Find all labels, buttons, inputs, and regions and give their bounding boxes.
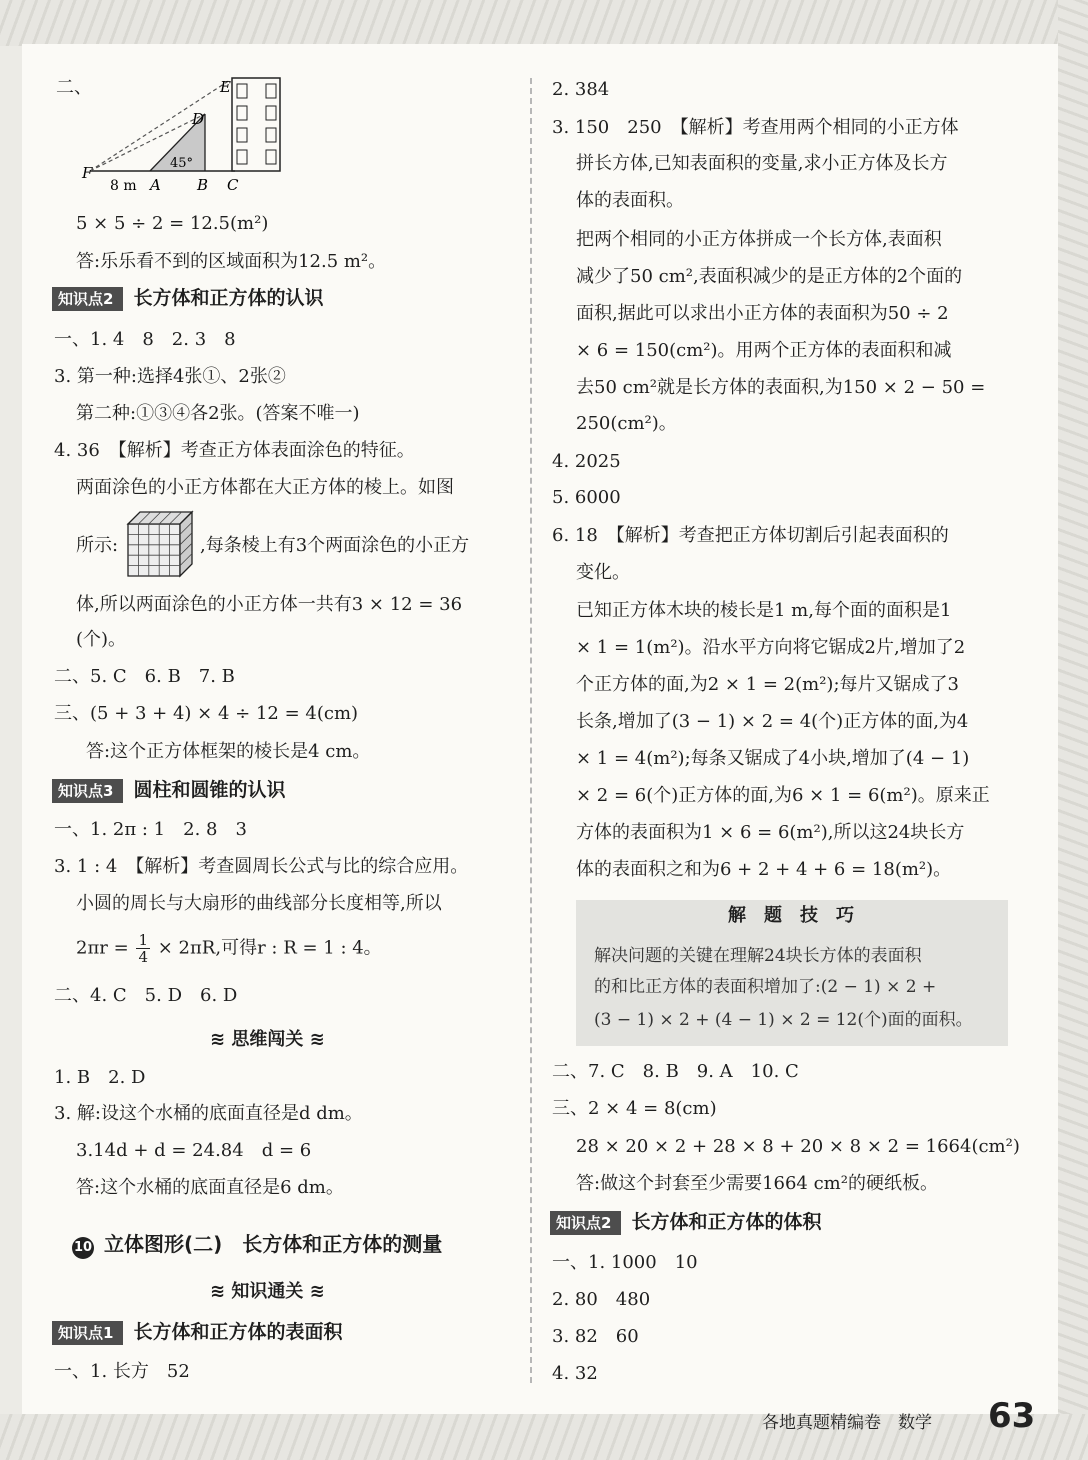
cube-front: [128, 524, 180, 576]
explanation-line: 变化。: [576, 562, 630, 583]
sight-line-fe: [90, 80, 230, 171]
window-icon: [266, 106, 276, 120]
explanation-line: 去50 cm²就是长方体的表面积,为150 × 2 − 50 =: [576, 377, 986, 398]
angle-label: 45°: [170, 156, 194, 171]
section-title: 长方体和正方体的认识: [133, 287, 324, 309]
answer-line: 三、2 × 4 = 8(cm): [552, 1098, 717, 1119]
explanation-line: × 2 = 6(个)正方体的面,为6 × 1 = 6(m²)。原来正: [576, 785, 990, 806]
book-title: 各地真题精编卷 数学: [762, 1413, 932, 1433]
answer-line: 一、1. 2π : 1 2. 8 3: [54, 819, 247, 840]
explanation-line: 方体的表面积为1 × 6 = 6(m²),所以这24块长方: [576, 822, 965, 843]
thinking-heading: ≋ 思维闯关 ≋: [210, 1029, 325, 1050]
explanation-line: × 1 = 1(m²)。沿水平方向将它锯成2片,增加了2: [576, 637, 966, 658]
page-edge-right: [1058, 0, 1088, 1460]
answer-line: 5. 6000: [552, 487, 621, 508]
answer-line: 答:这个正方体框架的棱长是4 cm。: [86, 741, 371, 762]
cube-side: [180, 512, 192, 576]
explanation-line: 把两个相同的小正方体拼成一个长方体,表面积: [576, 229, 942, 250]
section-header-3: [52, 778, 285, 803]
answer-line: 3. 150 250 【解析】考查用两个相同的小正方体: [552, 117, 959, 138]
point-label-d: D: [192, 110, 205, 128]
answer-line: 二、7. C 8. B 9. A 10. C: [552, 1061, 799, 1082]
explanation-line: ,每条棱上有3个两面涂色的小正方: [200, 535, 470, 556]
answer-line: 3. 第一种:选择4张①、2张②: [54, 366, 286, 387]
answer-line: 3. 解:设这个水桶的底面直径是d dm。: [54, 1103, 363, 1124]
answer-line: 二、4. C 5. D 6. D: [54, 985, 238, 1006]
answer-line: 1. B 2. D: [54, 1067, 146, 1088]
answer-line: 3.14d + d = 24.84 d = 6: [76, 1140, 312, 1161]
point-label-e: E: [220, 78, 231, 96]
answer-line: 一、1. 1000 10: [552, 1252, 698, 1273]
explanation-line: × 6 = 150(cm²)。用两个正方体的表面积和减: [576, 340, 952, 361]
answer-line: 答:乐乐看不到的区域面积为12.5 m²。: [76, 251, 387, 272]
answer-line: 一、1. 4 8 2. 3 8: [54, 329, 236, 350]
explanation-line: 长条,增加了(3 − 1) × 2 = 4(个)正方体的面,为4: [576, 711, 969, 732]
explanation-line: 两面涂色的小正方体都在大正方体的棱上。如图: [76, 477, 454, 498]
window-icon: [266, 128, 276, 142]
answer-line: 2. 80 480: [552, 1289, 651, 1310]
answer-line: 4. 36 【解析】考查正方体表面涂色的特征。: [54, 440, 415, 461]
page-edge-top: [0, 0, 1088, 46]
point-label-f: F: [82, 164, 93, 182]
explanation-line: 体的表面积之和为6 + 2 + 4 + 6 = 18(m²)。: [576, 859, 952, 880]
knowledge-tag: 知识点2: [550, 1211, 621, 1235]
column-divider: [530, 78, 532, 1383]
geometry-figure-building: [80, 74, 290, 198]
point-label-b: B: [197, 176, 209, 194]
calc-line: 5 × 5 ÷ 2 = 12.5(m²): [76, 213, 269, 234]
cube-grid-figure: [124, 508, 196, 580]
answer-line: 28 × 20 × 2 + 28 × 8 + 20 × 8 × 2 = 1664(cm²): [576, 1136, 1020, 1157]
knowledge-tag: 知识点3: [52, 779, 123, 803]
window-icon: [237, 128, 247, 142]
answer-line: 答:做这个封套至少需要1664 cm²的硬纸板。: [576, 1173, 938, 1194]
formula-right: × 2πR,可得r : R = 1 : 4。: [157, 937, 382, 959]
fraction-denominator: 4: [138, 948, 148, 966]
building-outline: [232, 78, 280, 171]
answer-line: 一、1. 长方 52: [54, 1361, 190, 1382]
page-number: 63: [988, 1396, 1036, 1436]
answer-line: 2. 384: [552, 79, 610, 100]
answer-line: 3. 82 60: [552, 1326, 639, 1347]
knowledge-heading: ≋ 知识通关 ≋: [210, 1281, 325, 1302]
answer-line: 4. 2025: [552, 451, 621, 472]
section-header-1: [52, 1320, 342, 1345]
answer-line: 4. 32: [552, 1363, 598, 1384]
chapter-title-text: 立体图形(二) 长方体和正方体的测量: [104, 1232, 443, 1256]
section-header-2: [52, 286, 323, 311]
answer-line: 答:这个水桶的底面直径是6 dm。: [76, 1177, 344, 1198]
explanation-line: 拼长方体,已知表面积的变量,求小正方体及长方: [576, 153, 948, 174]
answer-line: 3. 1 : 4 【解析】考查圆周长公式与比的综合应用。: [54, 856, 469, 877]
section-title: 长方体和正方体的表面积: [133, 1321, 343, 1343]
explanation-line: 250(cm²)。: [576, 413, 677, 434]
explanation-line: 所示:: [76, 535, 119, 556]
point-label-c: C: [227, 176, 239, 194]
fraction-numerator: 1: [138, 931, 148, 949]
fraction: [136, 932, 150, 965]
answer-line: 第二种:①③④各2张。(答案不唯一): [76, 403, 360, 424]
explanation-line: × 1 = 4(m²);每条又锯成了4小块,增加了(4 − 1): [576, 748, 970, 769]
section-header-2b: [550, 1210, 821, 1235]
knowledge-tag: 知识点1: [52, 1321, 123, 1345]
window-icon: [237, 106, 247, 120]
section-label-two: 二、: [56, 77, 92, 98]
explanation-line: 体的表面积。: [576, 190, 684, 211]
explanation-line: 个正方体的面,为2 × 1 = 2(m²);每片又锯成了3: [576, 674, 959, 695]
explanation-line: 面积,据此可以求出小正方体的表面积为50 ÷ 2: [576, 303, 949, 324]
formula-left: 2πr =: [76, 937, 129, 959]
explanation-line: 体,所以两面涂色的小正方体一共有3 × 12 = 36: [76, 594, 463, 615]
answer-line: 二、5. C 6. B 7. B: [54, 666, 235, 687]
tip-line: 的和比正方体的表面积增加了:(2 − 1) × 2 +: [594, 977, 937, 997]
window-icon: [266, 150, 276, 164]
formula-line: [76, 932, 382, 965]
chapter-number-badge: 10: [72, 1237, 94, 1259]
tip-line: (3 − 1) × 2 + (4 − 1) × 2 = 12(个)面的面积。: [594, 1010, 973, 1030]
answer-line: 6. 18 【解析】考查把正方体切割后引起表面积的: [552, 525, 949, 546]
distance-label: 8 m: [110, 178, 137, 194]
section-title: 长方体和正方体的体积: [631, 1211, 822, 1233]
tip-heading: 解 题 技 巧: [728, 905, 854, 926]
point-label-a: A: [150, 176, 161, 194]
answer-line: 三、(5 + 3 + 4) × 4 ÷ 12 = 4(cm): [54, 703, 359, 724]
window-icon: [237, 84, 247, 98]
explanation-line: 小圆的周长与大扇形的曲线部分长度相等,所以: [76, 893, 442, 914]
tip-line: 解决问题的关键在理解24块长方体的表面积: [594, 946, 922, 966]
section-title: 圆柱和圆锥的认识: [133, 779, 286, 801]
explanation-line: (个)。: [76, 629, 127, 650]
chapter-title: [72, 1232, 442, 1259]
explanation-line: 已知正方体木块的棱长是1 m,每个面的面积是1: [576, 600, 952, 621]
knowledge-tag: 知识点2: [52, 287, 123, 311]
explanation-line: 减少了50 cm²,表面积减少的是正方体的2个面的: [576, 266, 963, 287]
window-icon: [266, 84, 276, 98]
window-icon: [237, 150, 247, 164]
